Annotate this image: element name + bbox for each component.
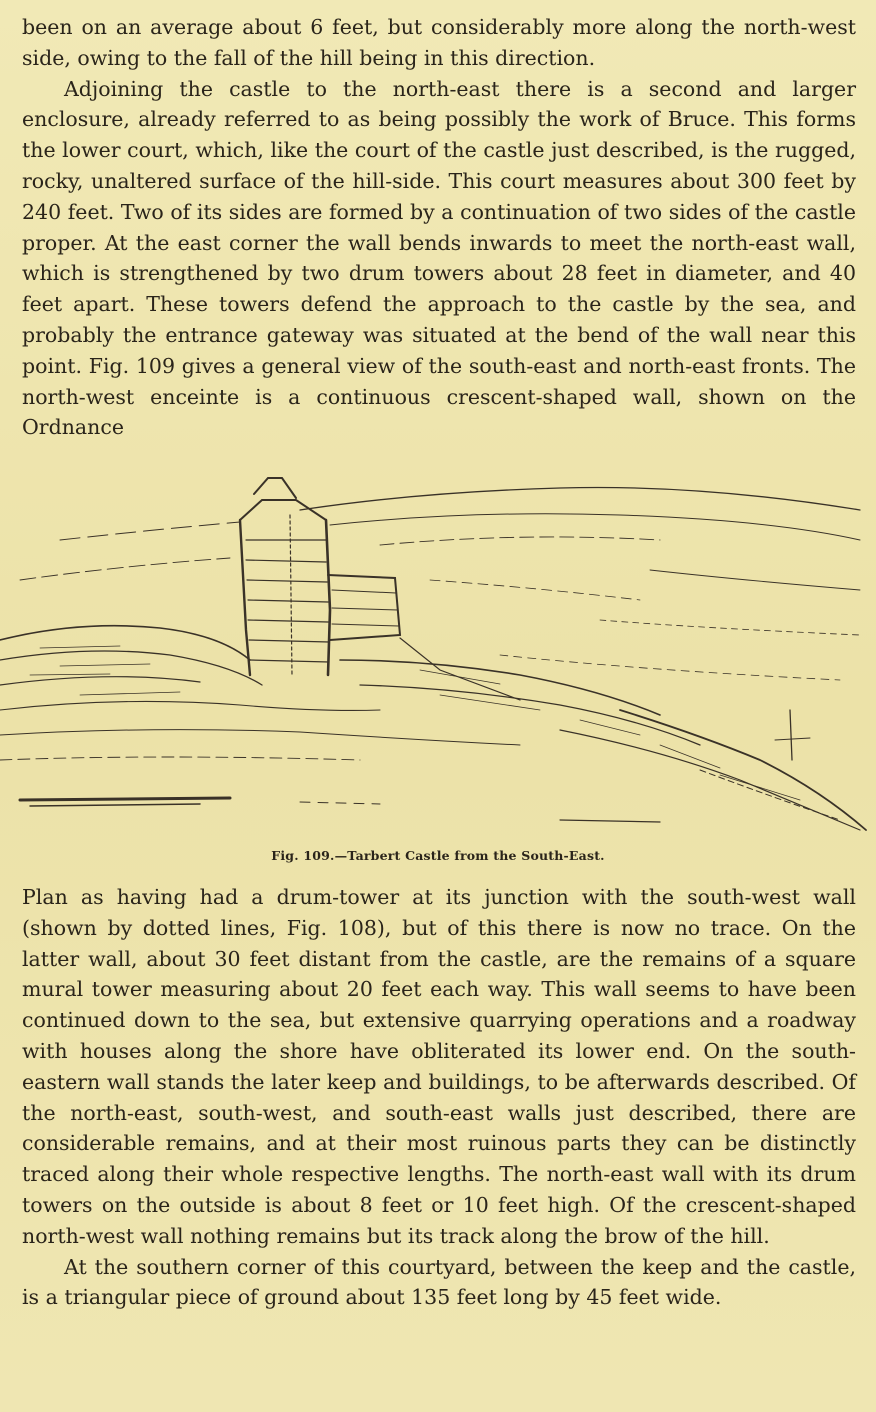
text-block-bottom: [22, 882, 856, 1313]
text-block-top: [22, 12, 856, 443]
figure-illustration: [0, 470, 876, 842]
paragraph: Adjoining the castle to the north-east there is a second and larger enclosure, already referred to as being possibly the work of Bruce. This forms the lower court, which, like the court of the castle just described, is the rugged, rocky, unaltered surface of the hill-side. This court measures about 300 feet by 240 feet. Two of its sides are formed by a continuation of two sides of the castle proper. At the east corner the wall bends inwards to meet the north-east wall, which is strengthened by two drum towers about 28 feet in diameter, and 40 feet apart. These towers defend the approach to the castle by the sea, and probably the entrance gateway was situated at the bend of the wall near this point. Fig. 109 gives a general view of the south-east and north-east fronts. The north-west enceinte is a continuous crescent-shaped wall, shown on the Ordnance: [22, 76, 856, 440]
figure-caption: Fig. 109.—Tarbert Castle from the South-East.: [271, 848, 605, 863]
castle-sketch: [0, 470, 876, 842]
paragraph: At the southern corner of this courtyard, between the keep and the castle, is a triangular piece of ground about 135 feet long by 45 feet wide.: [22, 1254, 856, 1310]
paragraph: been on an average about 6 feet, but considerably more along the north-west side, owing to the fall of the hill being in this direction.: [22, 15, 856, 70]
paragraph: Plan as having had a drum-tower at its junction with the south-west wall (shown by dotted lines, Fig. 108), but of this there is now no trace. On the latter wall, about 30 feet distant from the castle, are the remains of a square mural tower measuring about 20 feet each way. This wall seems to have been continued down to the sea, but extensive quarrying operations and a roadway with houses along the shore have obliterated its lower end. On the south-eastern wall stands the later keep and buildings, to be afterwards described. Of the north-east, south-west, and south-east walls just described, there are considerable remains, and at their most ruinous parts they can be distinctly traced along their whole respective lengths. The north-east wall with its drum towers on the outside is about 8 feet or 10 feet high. Of the crescent-shaped north-west wall nothing remains but its track along the brow of the hill.: [22, 885, 856, 1248]
